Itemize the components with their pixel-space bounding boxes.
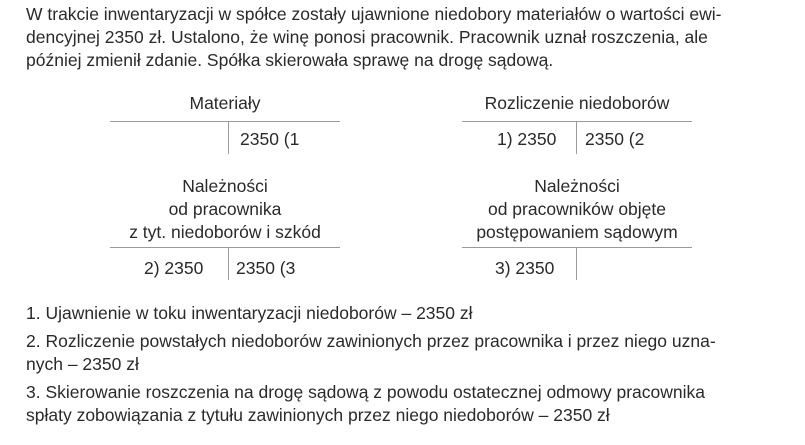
note-line: nych – 2350 zł — [26, 354, 139, 374]
note-line: 1. Ujawnienie w toku inwentaryzacji niedoborów – 2350 zł — [26, 303, 473, 323]
debit-entry: 2) 2350 — [144, 258, 204, 278]
account-title-line: od pracownika — [168, 199, 282, 219]
t-account-divider — [576, 122, 577, 154]
debit-entry: 3) 2350 — [495, 258, 555, 278]
intro-line: W trakcie inwentaryzacji w spółce zostały ujawnione niedobory materiałów o wartości ewi- — [26, 4, 722, 24]
note-item — [26, 381, 796, 427]
t-account-top-line — [110, 121, 340, 122]
t-account-top-line — [462, 121, 692, 122]
account-title-line: od pracowników objęte — [487, 199, 667, 219]
note-line: 3. Skierowanie roszczenia na drogę sądową z powodu ostatecznej odmowy pracownika — [26, 382, 705, 402]
account-title-line: Należności — [534, 176, 620, 196]
intro-line: później zmienił zdanie. Spółka skierowała sprawę na drogę sądową. — [26, 50, 554, 70]
account-title: Materiały — [189, 93, 261, 113]
account-title — [100, 175, 350, 244]
notes-list — [26, 302, 796, 432]
intro-paragraph — [26, 3, 796, 72]
t-account-top-line — [110, 247, 340, 248]
account-title-line: z tyt. niedoborów i szkód — [129, 222, 321, 242]
note-item — [26, 302, 796, 325]
t-account-top-line — [462, 247, 692, 248]
account-title-line: postępowaniem sądowym — [476, 222, 678, 242]
t-account-divider — [228, 122, 229, 154]
account-title-line: Należności — [182, 176, 268, 196]
t-account-divider — [576, 248, 577, 280]
credit-entry: 2350 (3 — [236, 258, 296, 278]
note-item — [26, 330, 796, 376]
account-title: Rozliczenie niedoborów — [484, 93, 670, 113]
debit-entry: 1) 2350 — [497, 129, 557, 149]
intro-line: dencyjnej 2350 zł. Ustalono, że winę ponosi pracownik. Pracownik uznał roszczenia, ale — [26, 27, 708, 47]
account-title — [452, 175, 702, 244]
note-line: 2. Rozliczenie powstałych niedoborów zawinionych przez pracownika i przez niego uzna- — [26, 331, 716, 351]
note-line: spłaty zobowiązania z tytułu zawinionych przez niego niedoborów – 2350 zł — [26, 405, 610, 425]
credit-entry: 2350 (1 — [240, 129, 300, 149]
t-account-divider — [228, 248, 229, 280]
credit-entry: 2350 (2 — [585, 129, 645, 149]
